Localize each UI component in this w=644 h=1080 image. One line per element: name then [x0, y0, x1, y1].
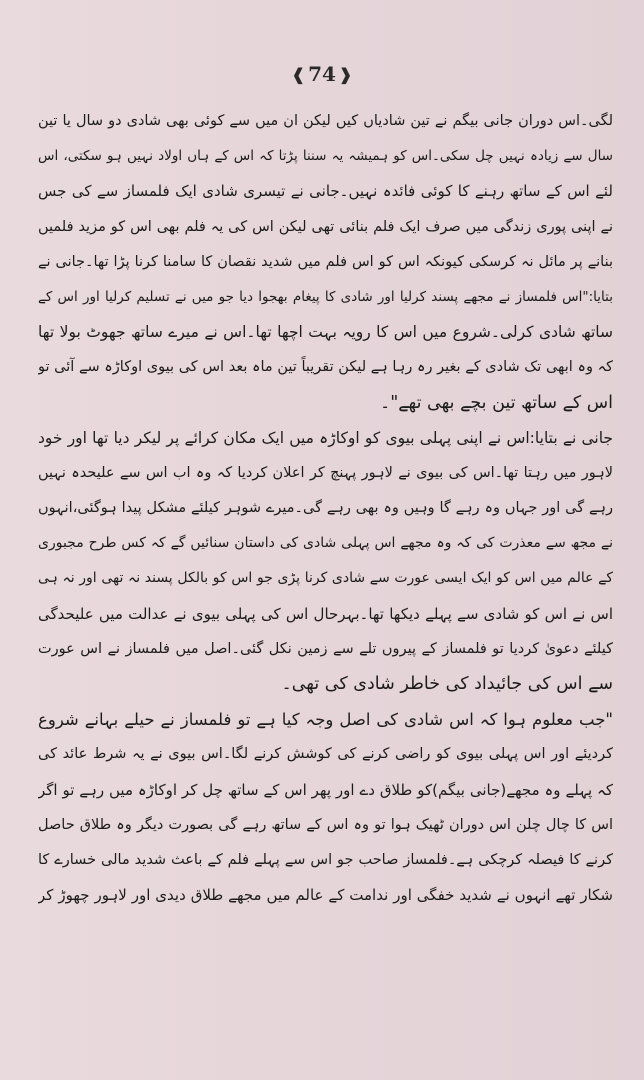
text-line: کے عالم میں اس کو ایک ایسی عورت سے شادی کرنا پڑی جو اس کو بالکل پسند نہ تھی اور نہ ہی: [38, 570, 613, 587]
text-line: کردیئے اور اس پہلی بیوی کو راضی کرنے کی کوشش کرنے لگا۔اس بیوی نے یہ شرط عائد کی: [38, 746, 613, 763]
text-line: کہ پہلے وہ مجھے(جانی بیگم)کو طلاق دے اور پھر اس کے ساتھ چل کر اوکاڑہ میں رہے تو اگر: [38, 780, 613, 799]
text-line: شکار تھے انہوں نے شدید خفگی اور ندامت کے عالم میں مجھے طلاق دیدی اور لاہور چھوڑ کر: [38, 886, 613, 905]
page-number-text: 74: [308, 62, 336, 86]
urdu-text-body: [38, 104, 613, 913]
text-line: لاہور میں رہتا تھا۔اس کی بیوی نے لاہور پہنچ کر اعلان کردیا کہ وہ اب اس سے علیحدہ نہیں: [38, 464, 613, 481]
text-line: اس نے اس کو شادی سے پہلے دیکھا تھا۔بہرحال اس کی پہلی بیوی نے عدالت میں علیحدگی: [38, 604, 613, 623]
text-line: نے مجھ سے معذرت کی کہ وہ مجھے اس پہلی شادی کی داستان سنائیں گے کہ کس طرح مجبوری: [38, 535, 613, 552]
text-line: کہ وہ ابھی تک شادی کے بغیر رہ رہا ہے لیکن تقریباً تین ماہ بعد اس کی بیوی اوکاڑہ سے آئی تو: [38, 359, 613, 376]
right-ornament-icon: ❱: [338, 65, 353, 84]
text-line: سے اس کی جائیداد کی خاطر شادی کی تھی۔: [281, 674, 613, 694]
text-line: لگی۔اس دوران جانی بیگم نے تین شادیاں کیں لیکن ان میں سے کوئی بھی شادی دو سال یا تین: [38, 113, 613, 129]
left-ornament-icon: ❰: [291, 65, 306, 84]
text-line: نے اپنی پوری زندگی میں صرف ایک فلم بنائی تھی لیکن اس کی یہ فلم بھی اس کو مزید فلمیں: [38, 218, 613, 235]
text-line: اس کا چال چلن اس دوران ٹھیک ہوا تو وہ اس کے ساتھ رہے گی بصورت دیگر وہ طلاق حاصل: [38, 816, 613, 833]
text-line: رہے گی اور جہاں وہ رہے گا وہیں وہ بھی رہے گی۔میرے شوہر کیلئے مشکل پیدا ہوگئی،انہوں: [38, 500, 613, 517]
text-line: "جب معلوم ہوا کہ اس شادی کی اصل وجہ کیا ہے تو فلمساز نے حیلے بہانے شروع: [38, 710, 613, 730]
page-number: [0, 62, 644, 86]
text-line: جانی نے بتایا:اس نے اپنی پہلی بیوی کو اوکاڑہ میں ایک مکان کرائے پر لیکر دیا تھا اور خود: [38, 428, 613, 447]
text-line: کرنے کا فیصلہ کرچکی ہے۔فلمساز صاحب جو اس سے پہلے فلم کے باعث شدید مالی خسارے کا: [38, 851, 613, 868]
text-line: ساتھ شادی کرلی۔شروع میں اس کا رویہ بہت اچھا تھا۔اس نے میرے ساتھ جھوٹ بولا تھا: [38, 323, 613, 342]
text-line: سال سے زیادہ نہیں چل سکی۔اس کو ہمیشہ یہ سننا پڑتا کہ اس کے ہاں اولاد نہیں ہو سکتی، اس: [38, 148, 613, 165]
text-line: لئے اس کے ساتھ رہنے کا کوئی فائدہ نہیں۔جانی نے تیسری شادی ایک فلمساز سے کی جس: [38, 182, 613, 201]
text-line: اس کے ساتھ تین بچے بھی تھے"۔: [379, 392, 613, 413]
text-line: کیلئے دعویٰ کردیا تو فلمساز کے پیروں تلے سے زمین نکل گئی۔اصل میں فلمساز نے اس عورت: [38, 640, 613, 657]
text-line: بتایا:"اس فلمساز نے مجھے پسند کرلیا اور شادی کا پیغام بھجوا دیا جو میں نے تسلیم کرلیا اور اس کے: [38, 288, 613, 305]
text-line: بنانے پر مائل نہ کرسکی کیونکہ اس کو اس فلم میں شدید نقصان کا سامنا کرنا پڑا تھا۔جانی نے: [38, 253, 613, 270]
